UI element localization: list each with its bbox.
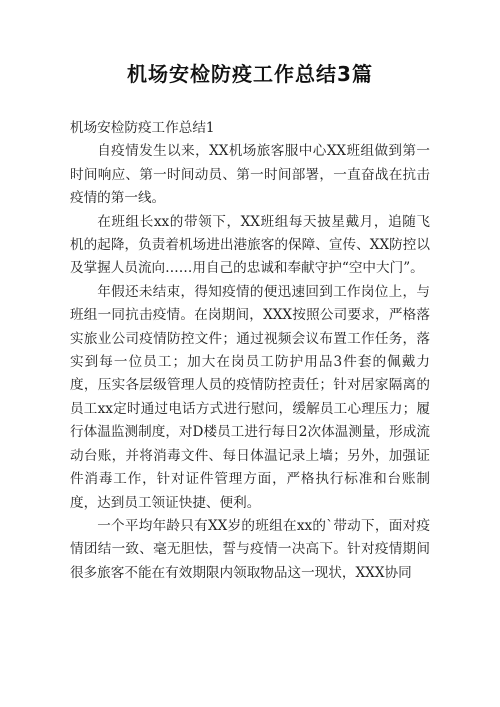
document-body: [70, 117, 430, 585]
paragraph: 自疫情发生以来，XX机场旅客服中心XX班组做到第一时间响应、第一时间动员、第一时间部署，一直奋战在抗击疫情的第一线。: [70, 143, 430, 207]
paragraph: 一个平均年龄只有XX岁的班组在xx的`带动下，面对疫情团结一致、毫无胆怯，誓与疫情一决高下。针对疫情期间很多旅客不能在有效期限内领取物品这一现状，XXX协同: [70, 517, 430, 581]
paragraph: 在班组长xx的带领下，XX班组每天披星戴月，追随飞机的起降，负责着机场进出港旅客的保障、宣传、XX防控以及掌握人员流向……用自己的忠诚和奉献守护“空中大门”。: [70, 213, 430, 277]
document-title: 机场安检防疫工作总结3篇: [127, 62, 373, 86]
section-subtitle: 机场安检防疫工作总结1: [70, 120, 215, 136]
paragraph: 年假还未结束，得知疫情的便迅速回到工作岗位上，与班组一同抗击疫情。在岗期间，XXX按照公司要求，严格落实旅业公司疫情防控文件；通过视频会议布置工作任务，落实到每一位员工；加大在岗员工防护用品3件套的佩戴力度，压实各层级管理人员的疫情防控责任；针对居家隔离的员工xx定时通过电话方式进行慰问，缓解员工心理压力；履行体温监测制度，对D楼员工进行每日2次体温测量，形成流动台账，并将消毒文件、每日体温记录上墙；另外，加强证件消毒工作，针对证件管理方面，严格执行标准和台账制度，达到员工领证快捷、便利。: [70, 283, 430, 511]
